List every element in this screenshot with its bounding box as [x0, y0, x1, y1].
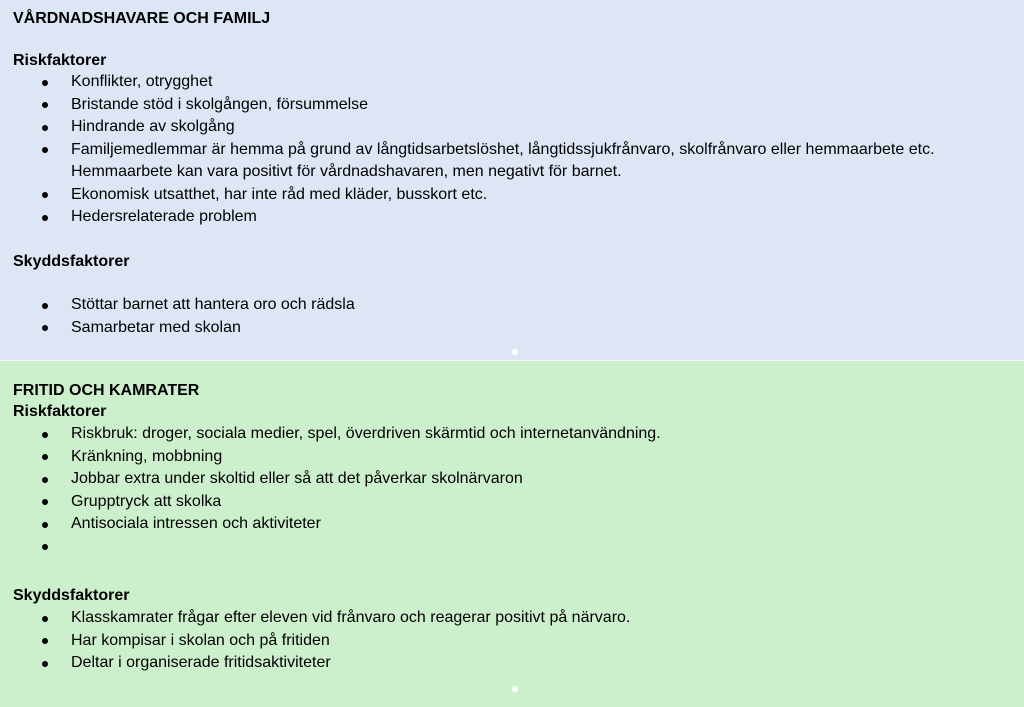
- list-item: Ekonomisk utsatthet, har inte råd med kläder, busskort etc.: [0, 184, 1020, 207]
- section-fritid: [0, 361, 1024, 707]
- list-item: Familjemedlemmar är hemma på grund av långtidsarbetslöshet, långtidssjukfrånvaro, skolfrånvaro eller hemmaarbete etc. Hemmaarbete kan vara positivt för vårdnadshavaren, men negativt för barnet.: [0, 139, 1020, 184]
- list-item: Bristande stöd i skolgången, försummelse: [0, 94, 1020, 117]
- protect-heading: Skyddsfaktorer: [13, 587, 130, 604]
- list-item: Klasskamrater frågar efter eleven vid frånvaro och reagerar positivt på närvaro.: [0, 607, 1020, 630]
- protect-list: [0, 294, 1020, 339]
- list-item: Riskbruk: droger, sociala medier, spel, överdriven skärmtid och internetanvändning.: [0, 423, 1020, 446]
- list-item: Antisociala intressen och aktiviteter: [0, 513, 1020, 536]
- section-title: FRITID OCH KAMRATER: [13, 382, 200, 399]
- risk-heading: Riskfaktorer: [13, 403, 107, 420]
- scroll-dot: [512, 349, 518, 355]
- risk-heading: Riskfaktorer: [13, 52, 107, 69]
- list-item: Kränkning, mobbning: [0, 446, 1020, 469]
- list-item: Konflikter, otrygghet: [0, 71, 1020, 94]
- list-item: Har kompisar i skolan och på fritiden: [0, 630, 1020, 653]
- list-item: Jobbar extra under skoltid eller så att det påverkar skolnärvaron: [0, 468, 1020, 491]
- list-item: Deltar i organiserade fritidsaktiviteter: [0, 652, 1020, 675]
- list-item: Stöttar barnet att hantera oro och rädsla: [0, 294, 1020, 317]
- list-item: Hedersrelaterade problem: [0, 206, 1020, 229]
- risk-list: [0, 423, 1020, 558]
- list-item: Samarbetar med skolan: [0, 317, 1020, 340]
- protect-list: [0, 607, 1020, 675]
- list-item: [0, 536, 1020, 559]
- protect-heading: Skyddsfaktorer: [13, 253, 130, 270]
- list-item: Grupptryck att skolka: [0, 491, 1020, 514]
- scroll-dot: [512, 686, 518, 692]
- list-item: Hindrande av skolgång: [0, 116, 1020, 139]
- section-title: VÅRDNADSHAVARE OCH FAMILJ: [13, 10, 271, 27]
- risk-list: [0, 71, 1020, 229]
